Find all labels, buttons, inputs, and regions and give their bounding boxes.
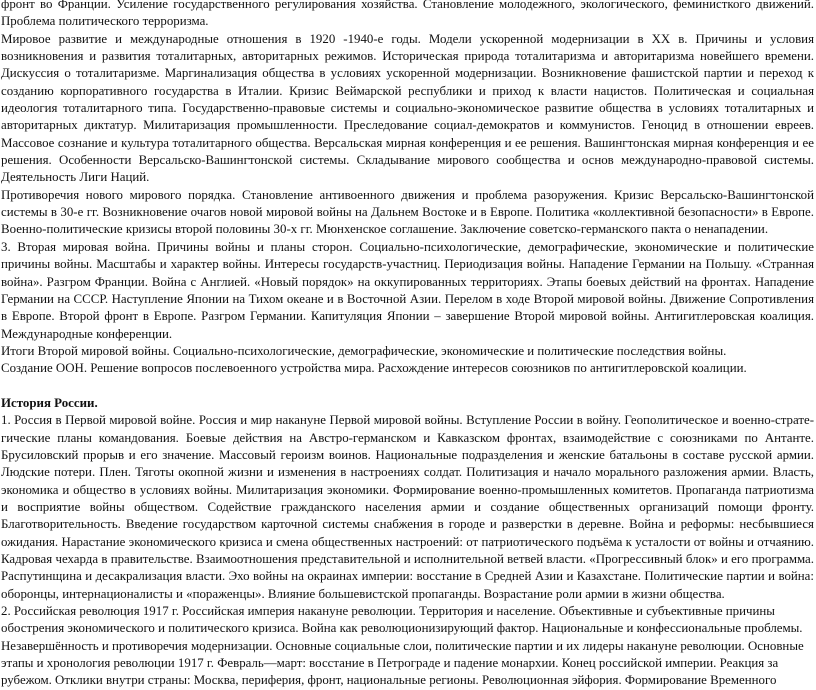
paragraph-russia-ww1: 1. Россия в Первой мировой войне. Россия и мир накануне Первой мировой войны. Вступление России в войну. Геополитическое и военно-страте-гические планы командования. Боевые действия на Австро-германском и Кавказском фронтах, взаимодействие с союзниками по Антанте. Брусиловский прорыв и его значение. Массовый героизм воинов. Национальные подразделения и женские батальоны в составе русской армии. Людские потери. Плен. Тяготы окопной жизни и изменения в настроениях солдат. Политизация и начало морального разложения армии. Власть, экономика и общество в условиях войны. Милитаризация экономики. Формирование военно-промышленных комитетов. Пропаганда патриотизма и восприятие войны обществом. Содействие гражданского населения армии и создание общественных организаций помощи фронту. Благотворительность. Введение государством карточной системы снабжения в городе и разверстки в деревне. Война и реформы: несбывшиеся ожидания. Нарастание экономического кризиса и смена общественных настроений: от патриотического подъёма к усталости от войны и отчаянию. Кадровая чехарда в правительстве. Взаимоотношения представительной и исполнительной ветвей власти. «Прогрессивный блок» и его программа. Распутинщина и десакрализация власти. Эхо войны на окраинах империи: восстание в Средней Азии и Казахстане. Политические партии и война: оборонцы, интернационалисты и «пораженцы». Влияние большевистской пропаганды. Возрастание роли армии в жизни общества. xyxy=(1,413,814,601)
section-heading-russian-history: История России. xyxy=(1,395,98,410)
blank-line xyxy=(1,378,814,395)
paragraph-revolution-1917: 2. Российская революция 1917 г. Российская империя накануне революции. Территория и население. Объективные и субъективные причины обострения экономического и политического кризиса. Война как революционизирующий фактор. Национальные и конфессиональные проблемы. Незавершённость и противоречия модернизации. Основные социальные слои, политические партии и их лидеры накануне революции. Основные этапы и хронология революции 1917 г. Февраль—март: восстание в Петрограде и падение монархии. Конец российской империи. Реакция за рубежом. Отклики внутри страны: Москва, периферия, фронт, национальные регионы. Революционная эйфория. Формирование Временного xyxy=(1,604,804,688)
paragraph-war-results: Итоги Второй мировой войны. Социально-психологические, демографические, экономические и политические последствия войны. xyxy=(1,343,727,358)
paragraph-western-reforms: фронт во Франции. Усиление государственного регулирования хозяйства. Становление молодежного, экологического, феминисткого движений. Проблема политического терроризма. xyxy=(1,0,814,29)
paragraph-new-world-order: Противоречия нового мирового порядка. Становление антивоенного движения и проблема разоружения. Кризис Версальско-Вашингтонской системы в 30-е гг. Возникновение очагов новой мировой войны на Дальнем Востоке и в Европе. Политика «коллективной безопасности» в Европе. Военно-политические кризисы второй половины 30-х гг. Мюнхенское соглашение. Заключение советско-германского пакта о ненападении. xyxy=(1,187,814,237)
paragraph-world-development-1920-1940: Мировое развитие и международные отношения в 1920 -1940-е годы. Модели ускоренной модернизации в ХХ в. Причины и условия возникновения и развития тоталитарных, авторитарных режимов. Историческая природа тоталитаризма и авторитаризма новейшего времени. Дискуссия о тоталитаризме. Маргинализация общества в условиях ускоренной модернизации. Возникновение фашистской партии и переход к созданию корпоративного государства в Италии. Кризис Веймарской республики и приход к власти нацистов. Политическая и социальная идеология тоталитарного типа. Государственно-правовые системы и социально-экономическое развитие общества в условиях тоталитарных и авторитарных диктатур. Милитаризация промышленности. Преследование социал-демократов и коммунистов. Геноцид в отношении евреев. Массовое сознание и культура тоталитарного общества. Версальская мирная конференция и ее решения. Вашингтонская мирная конференция и ее решения. Особенности Версальско-Вашингтонской системы. Складывание мирового сообщества и основ международно-правовой системы. Деятельность Лиги Наций. xyxy=(1,31,814,185)
paragraph-un-creation: Создание ООН. Решение вопросов послевоенного устройства мира. Расхождение интересов союзников по антигитлеровской коалиции. xyxy=(1,361,747,376)
document-page xyxy=(1,0,814,690)
paragraph-second-world-war: 3. Вторая мировая война. Причины войны и планы сторон. Социально-психологические, демографические, экономические и политические причины войны. Масштабы и характер войны. Интересы государств-участниц. Периодизация войны. Нападение Германии на Польшу. «Странная война». Разгром Франции. Война с Англией. «Новый порядок» на оккупированных территориях. Этапы боевых действий на фронтах. Нападение Германии на СССР. Наступление Японии на Тихом океане и в Восточной Азии. Перелом в ходе Второй мировой войны. Движение Сопротивления в Европе. Второй фронт в Европе. Разгром Германии. Капитуляция Японии – завершение Второй мировой войны. Антигитлеровская коалиция. Международные конференции. xyxy=(1,239,814,341)
